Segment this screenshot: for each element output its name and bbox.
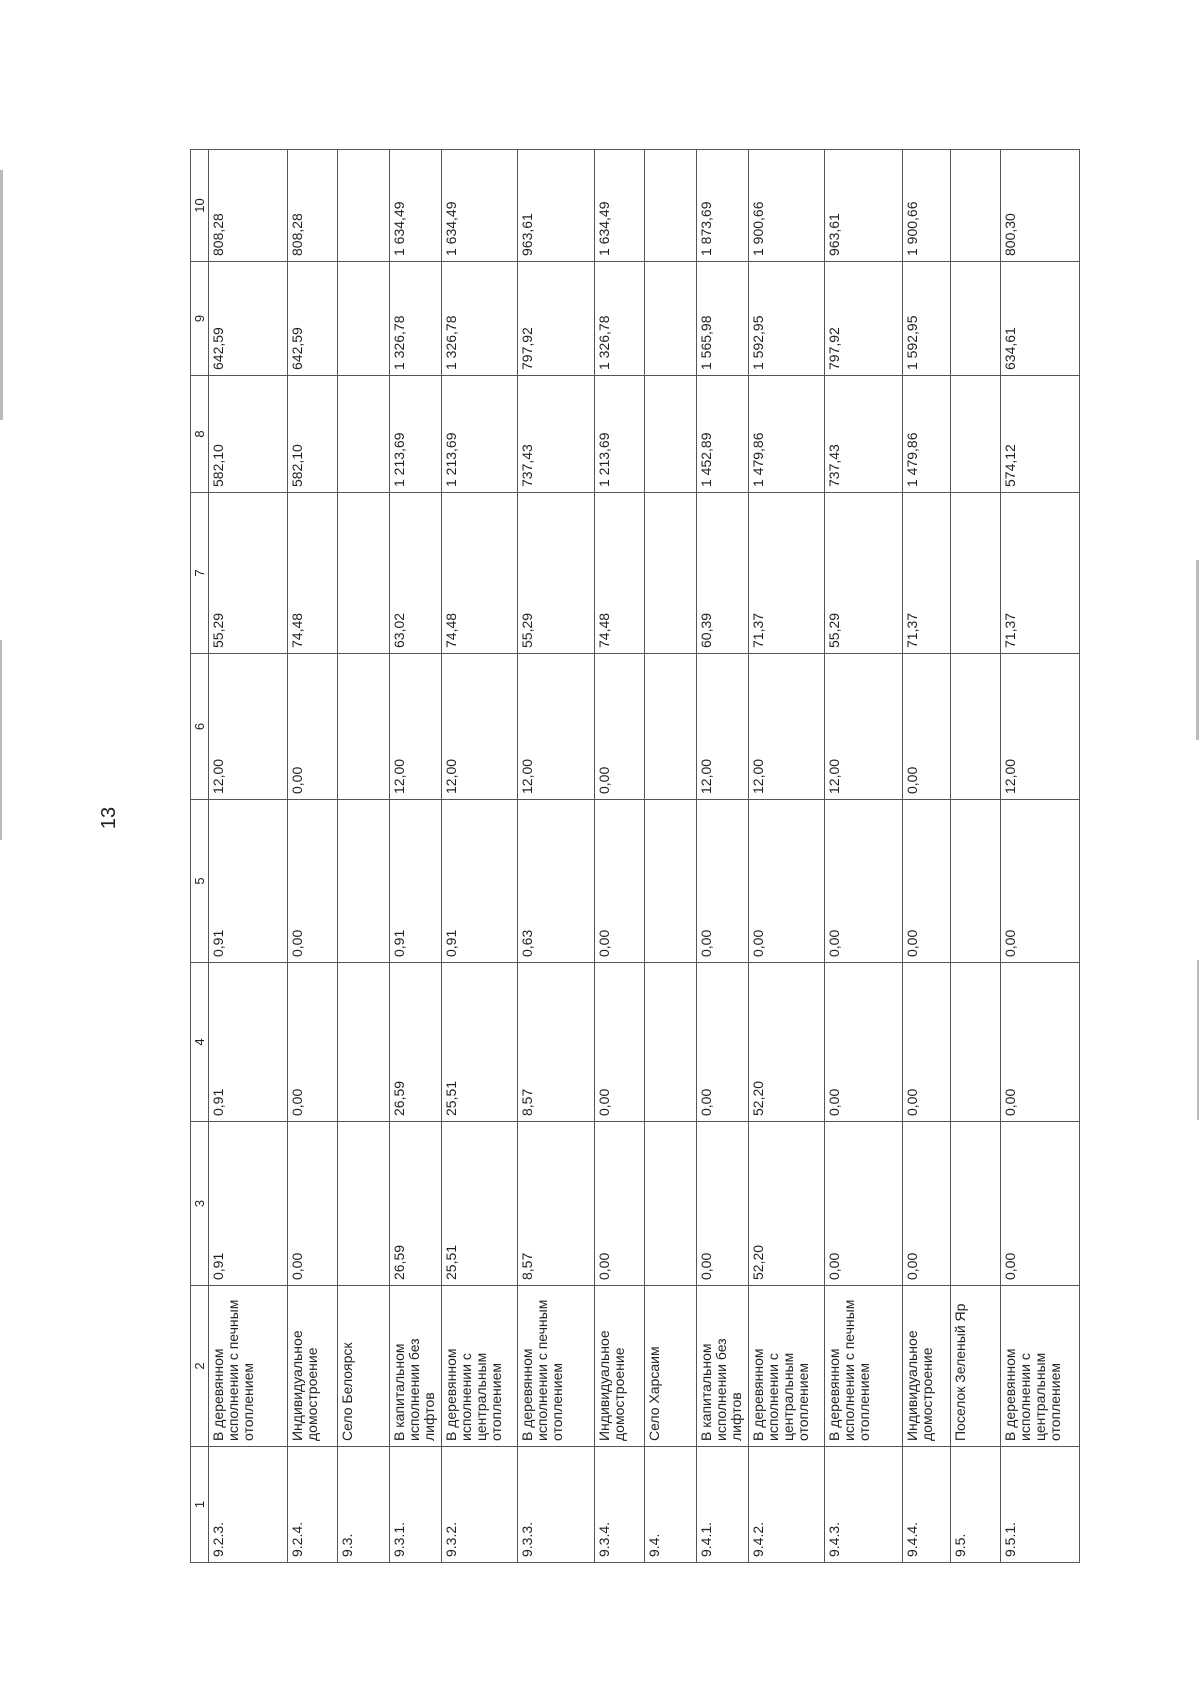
- value-cell: [337, 262, 389, 376]
- row-description: В капитальном исполнении без лифтов: [389, 1286, 442, 1447]
- row-description: В деревянном исполнении с печным отоплением: [518, 1286, 595, 1447]
- value-cell: 0,00: [595, 654, 645, 800]
- row-code: 9.4.2.: [749, 1447, 825, 1563]
- value-cell: 0,91: [209, 800, 288, 963]
- value-cell: 0,00: [1000, 1122, 1079, 1286]
- value-cell: [644, 1122, 696, 1286]
- row-code: 9.3.: [337, 1447, 389, 1563]
- value-cell: 52,20: [749, 1122, 825, 1286]
- row-code: 9.4.4.: [902, 1447, 951, 1563]
- value-cell: 0,00: [825, 963, 902, 1122]
- value-cell: 1 900,66: [749, 150, 825, 262]
- column-header: 9: [191, 262, 209, 376]
- value-cell: 26,59: [389, 963, 442, 1122]
- value-cell: 8,57: [518, 963, 595, 1122]
- table-row: [389, 150, 442, 1563]
- value-cell: 797,92: [825, 262, 902, 376]
- value-cell: 1 213,69: [442, 376, 518, 493]
- page-number: 13: [98, 806, 120, 830]
- value-cell: 737,43: [518, 376, 595, 493]
- value-cell: 55,29: [825, 493, 902, 654]
- value-cell: [951, 493, 1001, 654]
- row-code: 9.4.1.: [696, 1447, 749, 1563]
- value-cell: 55,29: [209, 493, 288, 654]
- value-cell: 1 592,95: [749, 262, 825, 376]
- scan-edge-mark: [0, 170, 3, 420]
- row-code: 9.3.4.: [595, 1447, 645, 1563]
- value-cell: 0,63: [518, 800, 595, 963]
- scan-edge-mark: [1197, 960, 1199, 1120]
- value-cell: 0,00: [1000, 963, 1079, 1122]
- row-description: Индивидуальное домостроение: [288, 1286, 338, 1447]
- value-cell: 963,61: [518, 150, 595, 262]
- row-code: 9.5.1.: [1000, 1447, 1079, 1563]
- value-cell: 0,00: [902, 963, 951, 1122]
- value-cell: [644, 150, 696, 262]
- value-cell: [644, 963, 696, 1122]
- column-header: 7: [191, 493, 209, 654]
- row-description: В деревянном исполнении с печным отоплением: [209, 1286, 288, 1447]
- value-cell: 52,20: [749, 963, 825, 1122]
- value-cell: 963,61: [825, 150, 902, 262]
- value-cell: [337, 376, 389, 493]
- value-cell: 25,51: [442, 1122, 518, 1286]
- table-body: [209, 150, 1080, 1563]
- row-description: В деревянном исполнении с печным отоплением: [825, 1286, 902, 1447]
- row-description: Село Белоярск: [337, 1286, 389, 1447]
- table-row: [951, 150, 1001, 1563]
- value-cell: [337, 150, 389, 262]
- value-cell: 0,00: [595, 1122, 645, 1286]
- value-cell: 74,48: [288, 493, 338, 654]
- value-cell: 1 565,98: [696, 262, 749, 376]
- value-cell: 0,00: [1000, 800, 1079, 963]
- value-cell: 25,51: [442, 963, 518, 1122]
- value-cell: 1 900,66: [902, 150, 951, 262]
- row-code: 9.5.: [951, 1447, 1001, 1563]
- value-cell: 1 634,49: [595, 150, 645, 262]
- value-cell: 26,59: [389, 1122, 442, 1286]
- value-cell: 0,91: [209, 963, 288, 1122]
- value-cell: 12,00: [1000, 654, 1079, 800]
- row-description: В деревянном исполнении с центральным отоплением: [1000, 1286, 1079, 1447]
- value-cell: 808,28: [288, 150, 338, 262]
- value-cell: 642,59: [288, 262, 338, 376]
- value-cell: 1 213,69: [389, 376, 442, 493]
- value-cell: 800,30: [1000, 150, 1079, 262]
- column-header: 4: [191, 963, 209, 1122]
- row-code: 9.3.1.: [389, 1447, 442, 1563]
- value-cell: 0,00: [902, 800, 951, 963]
- value-cell: 55,29: [518, 493, 595, 654]
- value-cell: [337, 493, 389, 654]
- value-cell: [337, 654, 389, 800]
- table-row: [595, 150, 645, 1563]
- value-cell: 797,92: [518, 262, 595, 376]
- value-cell: 0,00: [595, 800, 645, 963]
- value-cell: 71,37: [749, 493, 825, 654]
- value-cell: 0,00: [902, 1122, 951, 1286]
- row-code: 9.4.: [644, 1447, 696, 1563]
- value-cell: 0,00: [288, 800, 338, 963]
- row-description: Село Харсаим: [644, 1286, 696, 1447]
- value-cell: 71,37: [902, 493, 951, 654]
- row-code: 9.4.3.: [825, 1447, 902, 1563]
- value-cell: 0,00: [595, 963, 645, 1122]
- value-cell: 0,00: [288, 1122, 338, 1286]
- row-code: 9.3.2.: [442, 1447, 518, 1563]
- value-cell: [644, 800, 696, 963]
- value-cell: [644, 654, 696, 800]
- value-cell: 1 873,69: [696, 150, 749, 262]
- value-cell: [337, 1122, 389, 1286]
- value-cell: [951, 963, 1001, 1122]
- value-cell: 1 213,69: [595, 376, 645, 493]
- column-header: 8: [191, 376, 209, 493]
- table-row: [1000, 150, 1079, 1563]
- value-cell: [951, 1122, 1001, 1286]
- column-header: 3: [191, 1122, 209, 1286]
- table-row: [644, 150, 696, 1563]
- value-cell: 582,10: [288, 376, 338, 493]
- value-cell: 0,00: [696, 800, 749, 963]
- row-code: 9.2.3.: [209, 1447, 288, 1563]
- tariff-table: [190, 149, 1080, 1563]
- value-cell: 1 452,89: [696, 376, 749, 493]
- value-cell: [337, 963, 389, 1122]
- value-cell: 1 634,49: [389, 150, 442, 262]
- value-cell: 0,00: [288, 963, 338, 1122]
- table-row: [337, 150, 389, 1563]
- value-cell: 582,10: [209, 376, 288, 493]
- value-cell: 0,00: [749, 800, 825, 963]
- value-cell: 1 634,49: [442, 150, 518, 262]
- value-cell: [951, 376, 1001, 493]
- row-code: 9.3.3.: [518, 1447, 595, 1563]
- row-description: В деревянном исполнении с центральным отоплением: [749, 1286, 825, 1447]
- value-cell: 63,02: [389, 493, 442, 654]
- value-cell: 12,00: [825, 654, 902, 800]
- value-cell: 12,00: [209, 654, 288, 800]
- value-cell: 1 326,78: [442, 262, 518, 376]
- table-row: [209, 150, 288, 1563]
- value-cell: 71,37: [1000, 493, 1079, 654]
- value-cell: 60,39: [696, 493, 749, 654]
- value-cell: 0,00: [902, 654, 951, 800]
- value-cell: 0,91: [389, 800, 442, 963]
- value-cell: [644, 493, 696, 654]
- value-cell: [644, 376, 696, 493]
- value-cell: 74,48: [595, 493, 645, 654]
- value-cell: 12,00: [749, 654, 825, 800]
- value-cell: 0,91: [442, 800, 518, 963]
- table-row: [288, 150, 338, 1563]
- value-cell: 0,00: [825, 1122, 902, 1286]
- value-cell: 74,48: [442, 493, 518, 654]
- row-description: Индивидуальное домостроение: [595, 1286, 645, 1447]
- value-cell: 634,61: [1000, 262, 1079, 376]
- column-header: 2: [191, 1286, 209, 1447]
- value-cell: 1 479,86: [902, 376, 951, 493]
- value-cell: [951, 654, 1001, 800]
- value-cell: 1 326,78: [595, 262, 645, 376]
- value-cell: 0,00: [696, 1122, 749, 1286]
- scan-edge-mark: [1196, 560, 1199, 740]
- value-cell: 1 326,78: [389, 262, 442, 376]
- value-cell: [644, 262, 696, 376]
- table-row: [442, 150, 518, 1563]
- value-cell: 12,00: [518, 654, 595, 800]
- column-header: 1: [191, 1447, 209, 1563]
- value-cell: 0,00: [696, 963, 749, 1122]
- column-number-row: [191, 150, 209, 1563]
- rotated-table-container: [190, 150, 1080, 1563]
- value-cell: 12,00: [696, 654, 749, 800]
- row-code: 9.2.4.: [288, 1447, 338, 1563]
- row-description: В деревянном исполнении с центральным отоплением: [442, 1286, 518, 1447]
- value-cell: 0,91: [209, 1122, 288, 1286]
- value-cell: 642,59: [209, 262, 288, 376]
- value-cell: 1 592,95: [902, 262, 951, 376]
- scan-edge-mark: [0, 640, 2, 840]
- value-cell: 574,12: [1000, 376, 1079, 493]
- value-cell: 0,00: [288, 654, 338, 800]
- row-description: Индивидуальное домостроение: [902, 1286, 951, 1447]
- value-cell: 737,43: [825, 376, 902, 493]
- value-cell: [951, 800, 1001, 963]
- value-cell: 1 479,86: [749, 376, 825, 493]
- value-cell: 12,00: [442, 654, 518, 800]
- row-description: Поселок Зеленый Яр: [951, 1286, 1001, 1447]
- value-cell: [951, 262, 1001, 376]
- value-cell: 12,00: [389, 654, 442, 800]
- table-row: [749, 150, 825, 1563]
- column-header: 10: [191, 150, 209, 262]
- value-cell: 0,00: [825, 800, 902, 963]
- value-cell: [337, 800, 389, 963]
- column-header: 6: [191, 654, 209, 800]
- value-cell: [951, 150, 1001, 262]
- column-header: 5: [191, 800, 209, 963]
- row-description: В капитальном исполнении без лифтов: [696, 1286, 749, 1447]
- value-cell: 808,28: [209, 150, 288, 262]
- table-row: [902, 150, 951, 1563]
- table-row: [825, 150, 902, 1563]
- value-cell: 8,57: [518, 1122, 595, 1286]
- table-row: [518, 150, 595, 1563]
- table-row: [696, 150, 749, 1563]
